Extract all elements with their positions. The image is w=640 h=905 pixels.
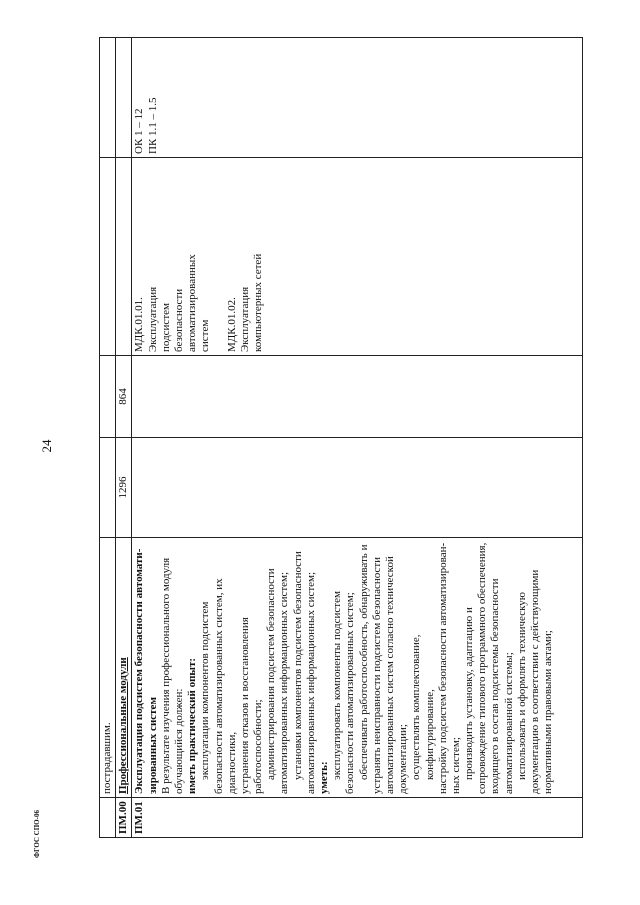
- course-line: МДК.01.01.: [133, 297, 146, 352]
- course-line: систем: [199, 319, 212, 352]
- module-group-title: Профессиональные модули: [116, 538, 132, 798]
- module-description-line: В результате изучения профессионального модуля: [159, 557, 172, 794]
- competency-line: ОК 1 – 12: [133, 108, 146, 154]
- module-description-line: уметь:: [318, 761, 330, 794]
- table-cell: [100, 798, 116, 838]
- module-description-line: диагностики,: [225, 731, 238, 794]
- module-description-line: нормативными правовыми актами;: [542, 630, 555, 794]
- module-description-line: производить установку, адаптацию и: [463, 607, 476, 780]
- interdisciplinary-courses: [132, 158, 583, 356]
- course-line: безопасности: [172, 288, 185, 352]
- table-cell: [116, 38, 132, 158]
- module-description-line: входящего в состав подсистемы безопасности: [489, 578, 502, 794]
- module-description-line: автоматизированных информационных систем;: [304, 571, 317, 794]
- course-line: Эксплуатация: [146, 286, 159, 352]
- module-description-line: безопасности автоматизированных систем, их: [212, 578, 225, 794]
- table-cell: [100, 438, 116, 538]
- course-line: [213, 161, 226, 352]
- module-description-line: автоматизированной системы;: [502, 652, 515, 794]
- module-description-line: использовать и оформлять техническую: [515, 592, 528, 780]
- module-description-line: обучающийся должен:: [172, 688, 185, 794]
- competency-list: [133, 41, 159, 154]
- module-description-line: обеспечивать работоспособность, обнаруживать и: [357, 544, 370, 780]
- mandatory-hours: 864: [116, 356, 132, 438]
- module-description-lines: [133, 541, 555, 794]
- table-cell: пострадавшим.: [100, 538, 116, 798]
- module-group-code: ПМ.00: [116, 798, 132, 838]
- document-code: ФГОС СПО-06: [33, 810, 41, 858]
- competency-codes: [132, 38, 583, 158]
- module-description-line: осуществлять комплектование, конфигурирование,: [410, 634, 436, 780]
- module-description-line: автоматизированных систем согласно технической: [383, 556, 396, 794]
- page-number: 24: [39, 439, 54, 453]
- module-description-line: документацию в соответствии с действующими: [529, 569, 541, 794]
- table-cell: [100, 158, 116, 356]
- module-description-line: устранения отказов и восстановления: [238, 617, 251, 794]
- table-row: [100, 38, 116, 838]
- module-description-line: автоматизированных информационных систем;: [278, 571, 291, 794]
- module-description-line: настройку подсистем безопасности автоматизирован-: [436, 542, 449, 794]
- module-description-line: работоспособности;: [252, 699, 265, 794]
- course-line: подсистем: [159, 303, 172, 352]
- table-cell: [132, 356, 583, 438]
- competency-line: ПК 1.1 – 1.5: [146, 97, 159, 154]
- table-cell: [132, 438, 583, 538]
- module-description-line: документации;: [397, 724, 410, 794]
- table-row: [132, 38, 583, 838]
- course-line: компьютерных сетей: [252, 253, 265, 352]
- discipline-table: [99, 37, 583, 838]
- table-row: [116, 38, 132, 838]
- module-description-line: эксплуатации компонентов подсистем: [199, 601, 212, 780]
- module-description-line: иметь практический опыт:: [186, 657, 199, 794]
- module-description-line: зированных систем: [146, 697, 159, 794]
- table-cell: [100, 356, 116, 438]
- module-description-line: безопасности автоматизированных систем;: [344, 592, 357, 794]
- course-line: МДК.01.02.: [225, 297, 238, 352]
- module-description-line: эксплуатировать компоненты подсистем: [331, 591, 344, 780]
- module-code: ПМ.01: [132, 798, 583, 838]
- module-description-line: администрирования подсистем безопасности: [265, 568, 278, 780]
- table-cell: [100, 38, 116, 158]
- module-description-line: установки компонентов подсистем безопасности: [291, 551, 304, 780]
- module-description-line: ных систем;: [449, 737, 462, 794]
- course-list: [133, 161, 265, 352]
- total-hours: 1296: [116, 438, 132, 538]
- table-cell: [116, 158, 132, 356]
- course-line: автоматизированных: [186, 254, 199, 352]
- module-description-line: устранять неисправности подсистем безопасности: [370, 556, 383, 794]
- course-line: Эксплуатация: [238, 286, 251, 352]
- standard-table-sheet: [99, 38, 583, 838]
- module-description: [132, 538, 583, 798]
- module-description-line: сопровождение типового программного обеспечения,: [476, 542, 489, 794]
- module-description-line: Эксплуатация подсистем безопасности автомати-: [133, 548, 146, 794]
